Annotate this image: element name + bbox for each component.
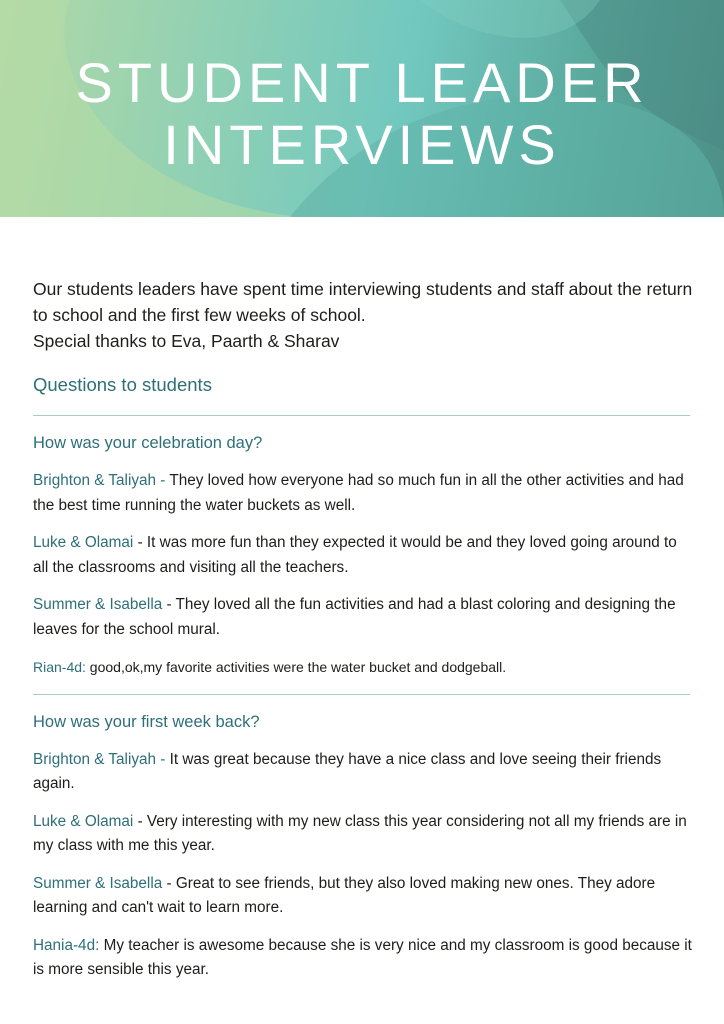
header-banner xyxy=(0,0,724,217)
section-heading: Questions to students xyxy=(33,374,212,395)
answer-text: My teacher is awesome because she is very nice and my classroom is good because it is more sensible this year. xyxy=(33,936,692,978)
respondent-name: Luke & Olamai xyxy=(33,534,134,551)
respondent-name: Brighton & Taliyah - xyxy=(33,472,166,489)
answer-text: - Very interesting with my new class this year considering not all my friends are in my class with me this year. xyxy=(33,812,687,854)
answer-text: - They loved all the fun activities and had a blast coloring and designing the leaves for the school mural. xyxy=(33,596,676,638)
answer-text: It was great because they have a nice class and love seeing their friends again. xyxy=(33,750,662,792)
answer-item xyxy=(33,531,693,580)
thanks-line: Special thanks to Eva, Paarth & Sharav xyxy=(33,331,340,351)
question-heading: How was your first week back? xyxy=(33,712,260,731)
answer-item xyxy=(33,469,693,518)
answer-item xyxy=(33,748,693,797)
answer-item xyxy=(33,810,693,859)
answer-item xyxy=(33,934,693,983)
respondent-name: Rian-4d: xyxy=(33,659,86,675)
title-line-2: INTERVIEWS xyxy=(163,113,561,176)
divider xyxy=(33,415,690,416)
page-title xyxy=(0,52,724,176)
answer-text: They loved how everyone had so much fun in all the other activities and had the best time running the water buckets as well. xyxy=(33,472,684,514)
respondent-name: Luke & Olamai xyxy=(33,812,134,830)
article-body xyxy=(33,276,693,996)
question-heading: How was your celebration day? xyxy=(33,434,263,452)
intro-paragraph: Our students leaders have spent time interviewing students and staff about the return to school and the first few weeks of school. xyxy=(33,279,693,325)
answer-item xyxy=(33,593,693,642)
answer-item xyxy=(33,872,693,921)
answer-text: - Great to see friends, but they also loved making new ones. They adore learning and can't wait to learn more. xyxy=(33,874,656,916)
answer-text: good,ok,my favorite activities were the water bucket and dodgeball. xyxy=(85,659,507,675)
intro-block xyxy=(33,276,693,354)
respondent-name: Summer & Isabella xyxy=(33,596,163,613)
answer-item xyxy=(33,655,693,680)
respondent-name: Summer & Isabella xyxy=(33,874,163,892)
respondent-name: Brighton & Taliyah - xyxy=(33,750,166,768)
respondent-name: Hania-4d: xyxy=(33,936,100,954)
title-line-1: STUDENT LEADER xyxy=(75,51,649,114)
answer-text: - It was more fun than they expected it would be and they loved going around to all the classrooms and visiting all the teachers. xyxy=(33,534,677,576)
divider xyxy=(33,694,690,695)
